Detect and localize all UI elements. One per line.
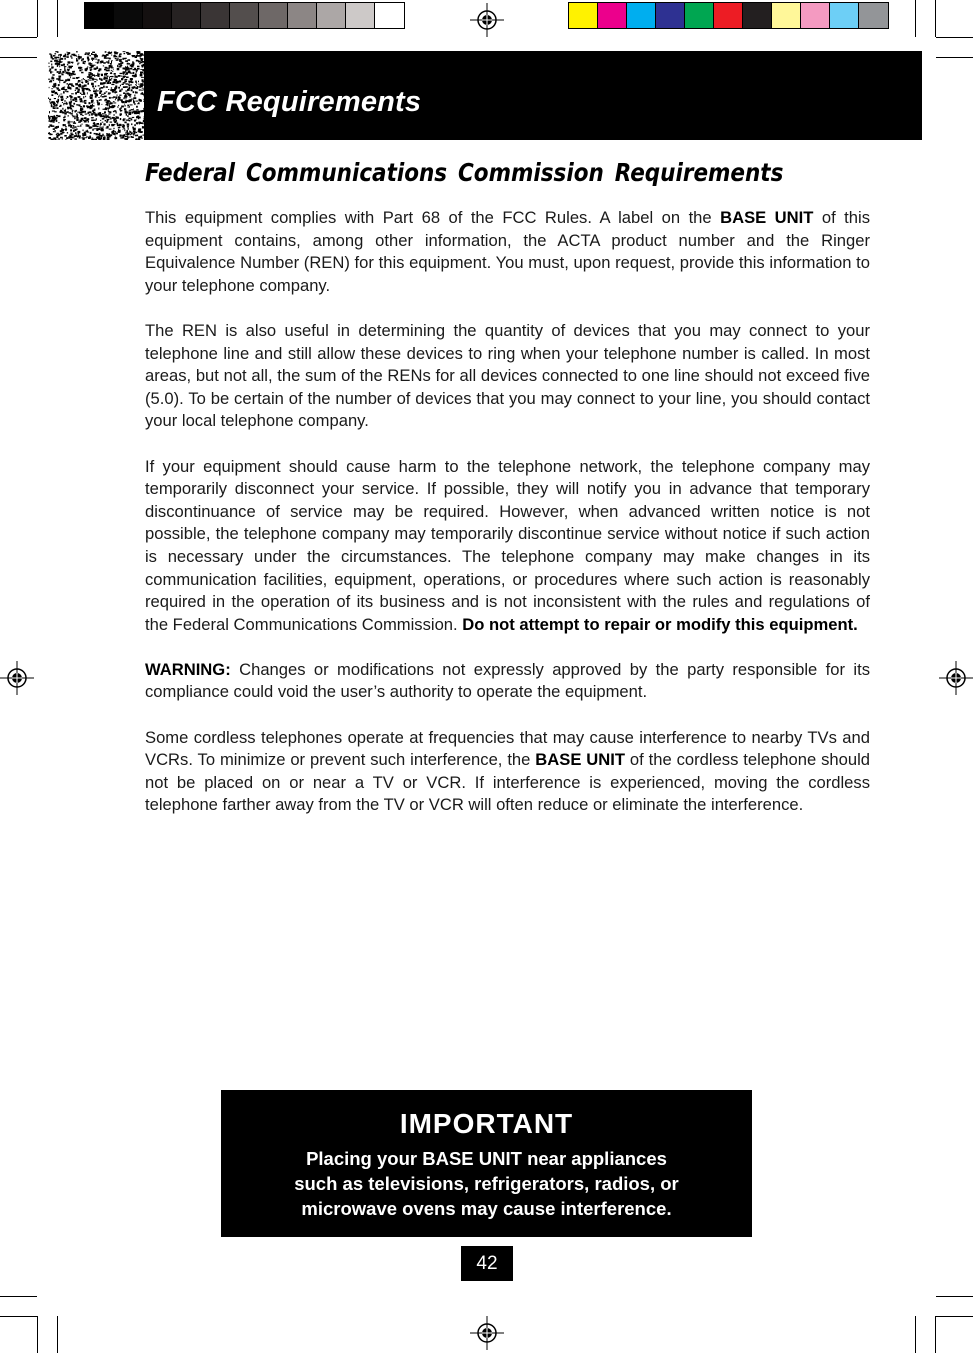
important-line: such as televisions, refrigerators, radios, or [294, 1173, 679, 1194]
color-swatch [114, 3, 143, 28]
crop-mark [915, 1316, 916, 1353]
page-title: Federal Communications Commission Requirements [145, 158, 784, 187]
paragraph-network-harm: If your equipment should cause harm to the telephone network, the telephone company may temporarily disconnect your service. If possible, they will notify you in advance that temporary discontinuance of service may be required. However, when advanced written notice is not possible, the telephone company may temporarily discontinue service without notice if such action is necessary under the circumstances. The telephone company may make changes in its communication facilities, equipment, operations, or procedures where such action is reasonably required in the operation of its business and is not inconsistent with the rules and regulations of the Federal Communications Commission. Do not attempt to repair or modify this equipment. [145, 456, 870, 634]
crop-mark [57, 0, 58, 37]
color-swatch [569, 3, 598, 28]
crop-mark [0, 37, 37, 38]
paragraph-ren-label: This equipment complies with Part 68 of the FCC Rules. A label on the BASE UNIT of this equipment contains, among other information, the ACTA product number and the Ringer Equivalence Number (REN) for this equipment. You must, upon request, provide this information to your telephone company. [145, 208, 870, 295]
crop-mark [936, 57, 973, 58]
registration-mark-icon [939, 661, 973, 695]
crop-mark [936, 37, 973, 38]
paragraph-warning: WARNING: Changes or modifications not expressly approved by the party responsible for its compliance could void the user’s authority to operate the equipment. [145, 659, 870, 702]
important-title: IMPORTANT [399, 1108, 574, 1139]
color-swatch [598, 3, 627, 28]
crop-mark [37, 1316, 38, 1353]
important-notice [221, 1090, 752, 1237]
color-swatch [172, 3, 201, 28]
paragraph-interference: Some cordless telephones operate at frequencies that may cause interference to nearby TVs and VCRs. To minimize or prevent such interference, the BASE UNIT of the cordless telephone should not be placed on or near a TV or VCR. If interference is experienced, moving the cordless telephone farther away from the TV or VCR will often reduce or eliminate the interference. [145, 727, 870, 815]
crop-mark [915, 0, 916, 37]
color-swatch [375, 3, 404, 28]
section-title: FCC Requirements [157, 86, 422, 118]
crop-mark [936, 1296, 973, 1297]
color-swatch [259, 3, 288, 28]
color-swatch [230, 3, 259, 28]
important-line: microwave ovens may cause interference. [301, 1198, 672, 1219]
grayscale-color-bar [84, 2, 405, 29]
registration-mark-icon [0, 661, 34, 695]
color-swatch [201, 3, 230, 28]
color-swatch [346, 3, 375, 28]
header-texture-icon [48, 51, 144, 140]
color-swatch [143, 3, 172, 28]
crop-mark [935, 1316, 936, 1353]
crop-mark [37, 0, 38, 37]
color-swatch [801, 3, 830, 28]
crop-mark [936, 1316, 973, 1317]
important-line: Placing your BASE UNIT near appliances [306, 1148, 667, 1169]
color-swatch [627, 3, 656, 28]
color-swatch [714, 3, 743, 28]
crop-mark [0, 1296, 37, 1297]
color-swatch [685, 3, 714, 28]
color-swatch [830, 3, 859, 28]
crop-mark [935, 0, 936, 37]
paragraph-ren-usage: The REN is also useful in determining the quantity of devices that you may connect to your telephone line and still allow these devices to ring when your telephone number is called. In most areas, but not all, the sum of the RENs for all devices connected to one line should not exceed five (5.0). To be certain of the number of devices that you may connect to your line, you should contact your local telephone company. [145, 320, 870, 431]
body-text [145, 207, 870, 840]
important-text [261, 1146, 712, 1221]
crop-mark [57, 1316, 58, 1353]
crop-mark [0, 57, 37, 58]
color-swatch [656, 3, 685, 28]
crop-mark [0, 1316, 37, 1317]
color-swatch [743, 3, 772, 28]
color-swatch [317, 3, 346, 28]
color-swatch [288, 3, 317, 28]
color-swatch [772, 3, 801, 28]
registration-mark-icon [470, 1316, 504, 1350]
color-swatch [859, 3, 888, 28]
page-number: 42 [461, 1246, 513, 1281]
color-swatch [85, 3, 114, 28]
registration-mark-icon [470, 3, 504, 37]
process-color-bar [568, 2, 889, 29]
